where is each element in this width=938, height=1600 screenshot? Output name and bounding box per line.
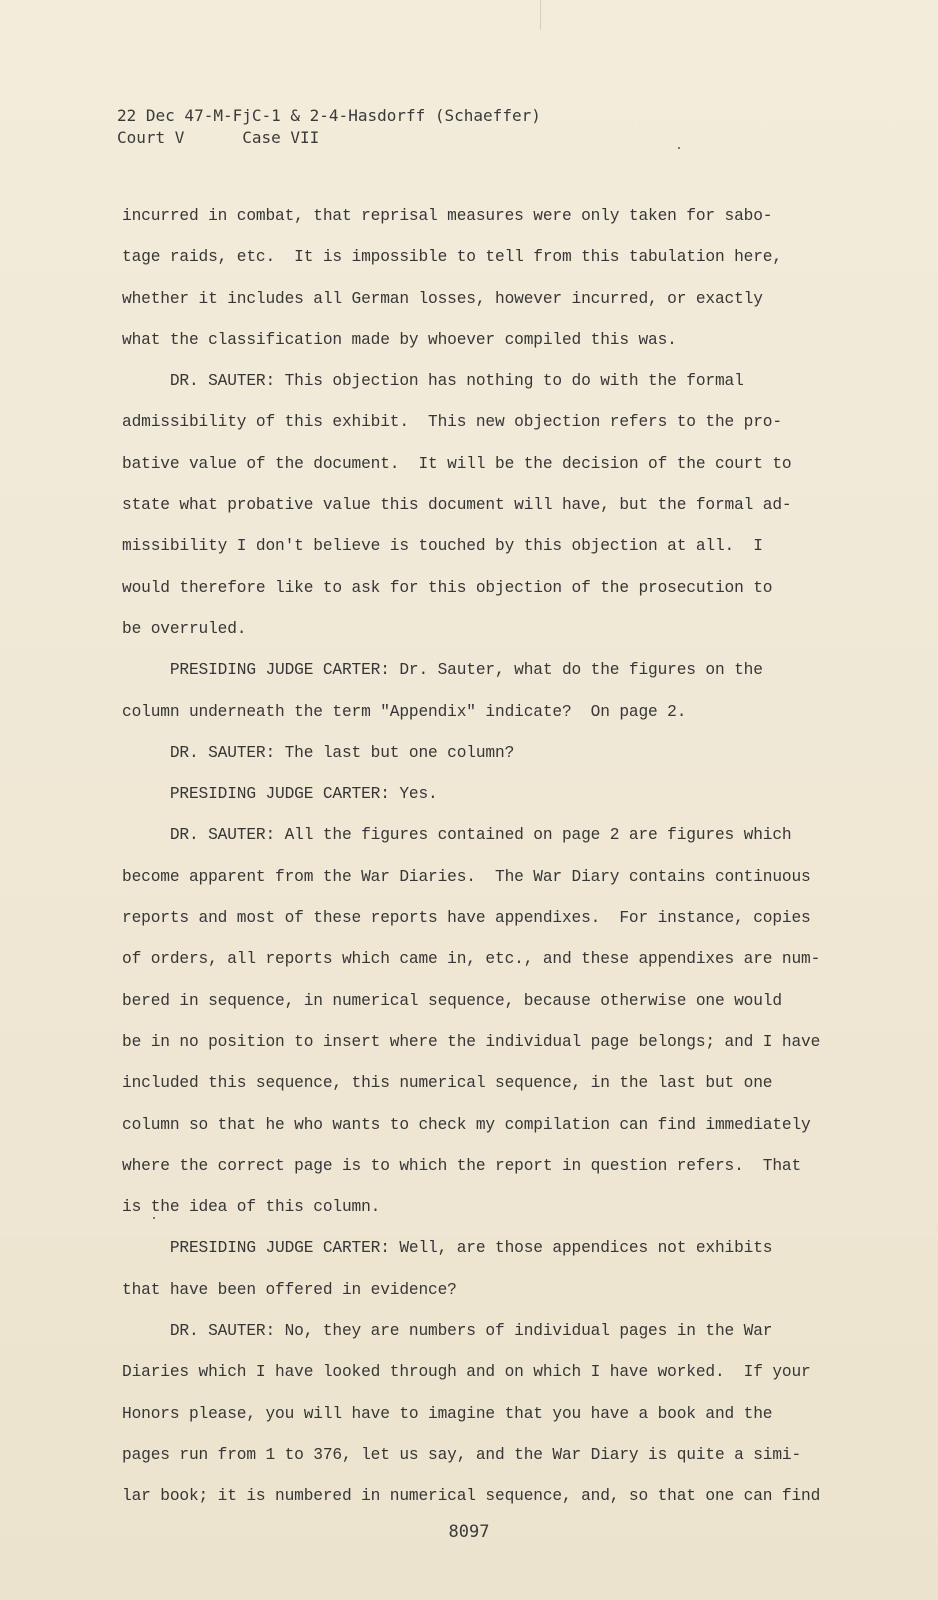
text-line: is the idea of this column. [122,1198,381,1217]
text-line: Diaries which I have looked through and on which I have worked. If your [122,1363,811,1382]
text-line: reports and most of these reports have appendixes. For instance, copies [122,909,811,928]
text-line: bered in sequence, in numerical sequence, because otherwise one would [122,991,782,1010]
text-line: DR. SAUTER: No, they are numbers of individual pages in the War [122,1322,773,1341]
text-line: missibility I don't believe is touched by this objection at all. I [122,537,763,556]
text-line: be overruled. [122,619,247,638]
page-number: 8097 [448,1522,490,1542]
text-line: DR. SAUTER: All the figures contained on page 2 are figures which [122,826,792,845]
text-line: tage raids, etc. It is impossible to tell from this tabulation here, [122,248,782,267]
text-line: column so that he who wants to check my compilation can find immediately [122,1115,811,1134]
text-line: lar book; it is numbered in numerical sequence, and, so that one can find [122,1487,821,1506]
text-line: PRESIDING JUDGE CARTER: Well, are those appendices not exhibits [122,1239,773,1258]
text-line: incurred in combat, that reprisal measures were only taken for sabo- [122,207,773,225]
text-line: pages run from 1 to 376, let us say, and the War Diary is quite a simi- [122,1445,802,1464]
text-line: PRESIDING JUDGE CARTER: Yes. [122,785,438,804]
text-line: included this sequence, this numerical sequence, in the last but one [122,1074,773,1093]
text-line: bative value of the document. It will be the decision of the court to [122,454,792,473]
text-line: PRESIDING JUDGE CARTER: Dr. Sauter, what do the figures on the [122,661,763,680]
text-line: what the classification made by whoever compiled this was. [122,330,677,349]
document-header [117,105,541,149]
text-line: whether it includes all German losses, however incurred, or exactly [122,289,763,308]
text-line: DR. SAUTER: This objection has nothing to do with the formal [122,372,744,391]
text-line: become apparent from the War Diaries. The War Diary contains continuous [122,867,811,886]
text-line: would therefore like to ask for this objection of the prosecution to [122,578,773,597]
text-line: admissibility of this exhibit. This new objection refers to the pro- [122,413,782,432]
text-line: column underneath the term "Appendix" indicate? On page 2. [122,702,687,721]
paper-speck [678,147,680,149]
text-line: of orders, all reports which came in, etc., and these appendixes are num- [122,950,821,969]
text-line: be in no position to insert where the individual page belongs; and I have [122,1032,821,1051]
transcript-body [122,196,894,1518]
header-line-2: Court V Case VII [117,128,320,147]
text-line: Honors please, you will have to imagine that you have a book and the [122,1404,773,1423]
header-line-1: 22 Dec 47-M-FjC-1 & 2-4-Hasdorff (Schaeffer) [117,106,541,125]
paper-fold-mark [540,0,541,30]
text-line: where the correct page is to which the report in question refers. That [122,1156,802,1175]
text-line: DR. SAUTER: The last but one column? [122,743,515,762]
paper-speck [153,1217,155,1219]
text-line: state what probative value this document will have, but the formal ad- [122,496,792,515]
text-line: that have been offered in evidence? [122,1280,457,1299]
